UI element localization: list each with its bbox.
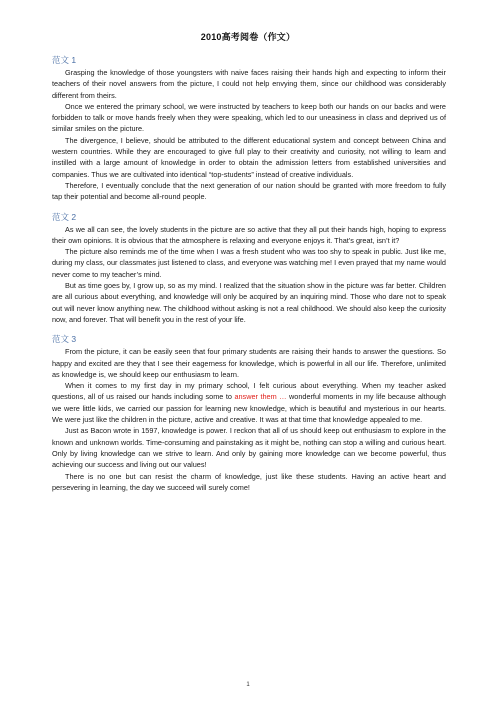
essay-paragraph: Grasping the knowledge of those youngsters with naive faces raising their hands high and expecting to inform their teachers of their novel answers from the picture, I could not help envying them, since our childhood was considerably different from theirs. xyxy=(52,68,446,100)
essay-paragraph: The divergence, I believe, should be attributed to the different educational system and concept between China and western countries. While they are encouraged to give full play to their creativity and curiosity, not willing to learn and instilled with a large amount of knowledge in order to obtain the admission letters from established universities and companies. Thus we are cultivated into identical “top-students” instead of creative individuals. xyxy=(52,135,446,179)
essay-3 xyxy=(52,334,446,493)
essay-paragraph: From the picture, it can be easily seen that four primary students are raising their hands to answer the questions. So happy and excited are they that I see their eagerness for knowledge, which is powerful in all our life. Therefore, unlimited as knowledge is, we should keep our enthusiasm to learn. xyxy=(52,347,446,379)
essay-paragraph-with-highlight xyxy=(52,380,446,425)
essay-paragraph: As we all can see, the lovely students in the picture are so active that they all put their hands high, hoping to express their own opinions. It is obvious that the atmosphere is relaxing and everyone enjoys it. That’s great, isn’t it? xyxy=(52,224,446,245)
essay-2 xyxy=(52,212,446,326)
essay-paragraph: But as time goes by, I grow up, so as my mind. I realized that the situation show in the picture was far better. Children are all curious about everything, and knowledge will only be acquired by an inquiring mind. Those who dare not to speak out will never know anything new. The childhood without asking is not a real childhood. We should also keep the curiosity now, and forever. That will benefit you in the rest of your life. xyxy=(52,281,446,324)
page-number: 1 xyxy=(246,682,250,688)
essay-paragraph: Once we entered the primary school, we were instructed by teachers to keep both our hands on our backs and were forbidden to talk or move hands freely when they were speaking, which led to our uneasiness in class and deprived us of similar smiles on the picture. xyxy=(52,101,446,134)
essay-paragraph: Just as Bacon wrote in 1597, knowledge is power. I reckon that all of us should keep out enthusiasm to explore in the known and unknown worlds. Time-consuming and painstaking as it might be, nothing can stop a willing and curious heart. Only by living knowledge can we strive to learn. And only by gaining more knowledge can we become powerful, thus achieving our success and living out our values! xyxy=(52,426,446,470)
essay-list xyxy=(52,55,446,502)
essay-label: 范文 3 xyxy=(52,334,77,345)
essay-label: 范文 2 xyxy=(52,211,77,222)
essay-1 xyxy=(52,55,446,203)
essay-paragraph: The picture also reminds me of the time when I was a fresh student who was too shy to speak in public. Just like me, during my class, our classmates just listened to class, and everyone was watching me! I even prayed that my name would never come to my teacher’s mind. xyxy=(52,247,446,279)
paragraph-text: wonderful moments in my life because although we were little kids, we carried our passion for learning new knowledge, which is beautiful and mysterious in our hearts. We were just like the children in the picture, active and creative. It was at that time that knowledge appealed to me. xyxy=(52,392,446,425)
paragraph-text: When it comes to my first day in my primary school, I felt curious about everything. When my teacher asked questions, all of us raised our hands including some to xyxy=(52,381,446,402)
essay-paragraph: There is no one but can resist the charm of knowledge, just like these students. Having an active heart and persevering in learning, the day we succeed will surely come! xyxy=(52,471,446,492)
document-title: 2010高考阅卷（作文） xyxy=(200,32,296,42)
essay-label: 范文 1 xyxy=(52,55,77,65)
essay-paragraph: Therefore, I eventually conclude that the next generation of our nation should be granted with more freedom to fully tap their potential and become all-round people. xyxy=(52,180,446,202)
highlighted-text: answer them … xyxy=(234,392,287,402)
